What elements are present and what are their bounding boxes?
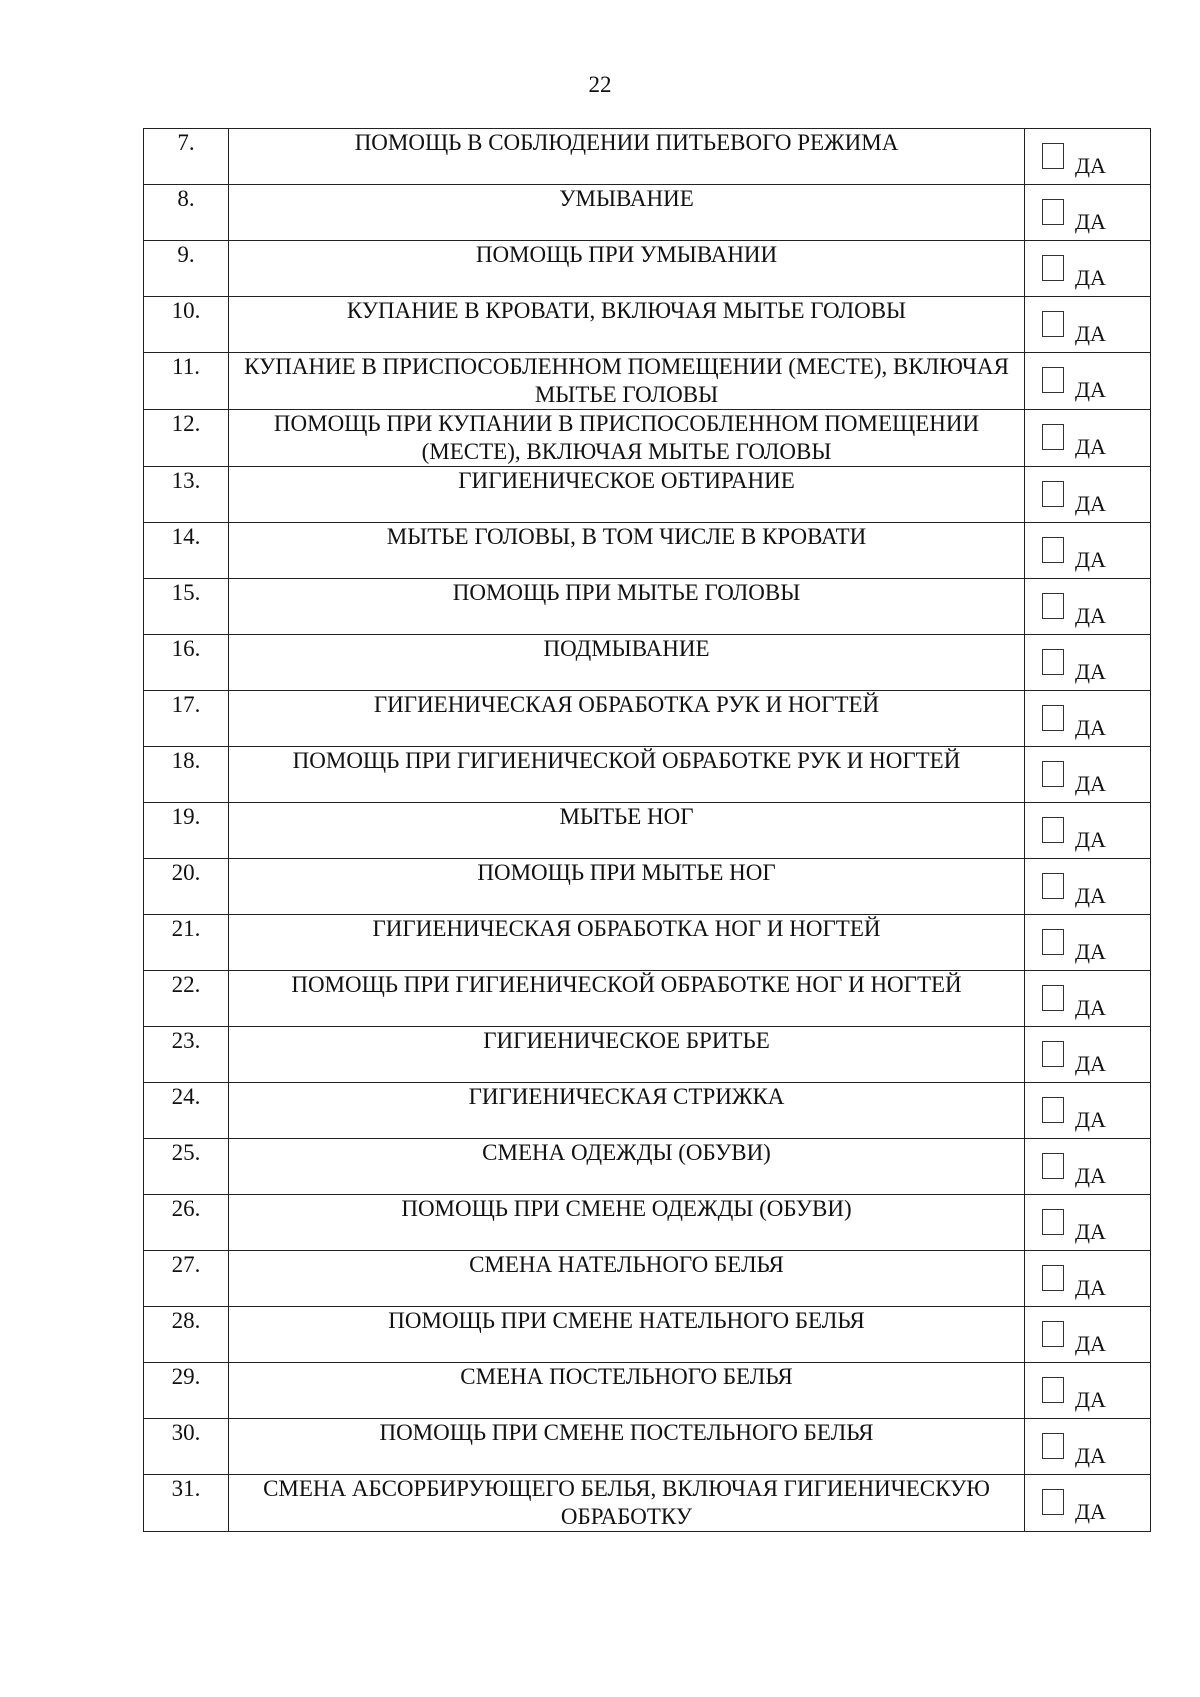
row-label: ГИГИЕНИЧЕСКАЯ СТРИЖКА: [229, 1083, 1025, 1139]
table-row: [144, 1139, 1151, 1195]
row-label: ПОМОЩЬ ПРИ ГИГИЕНИЧЕСКОЙ ОБРАБОТКЕ РУК И НОГТЕЙ: [229, 747, 1025, 803]
yes-label: ДА: [1075, 1499, 1106, 1524]
row-label: ПОМОЩЬ ПРИ СМЕНЕ ОДЕЖДЫ (ОБУВИ): [229, 1195, 1025, 1251]
yes-label: ДА: [1075, 715, 1106, 740]
table-row: [144, 1363, 1151, 1419]
table-row: [144, 1195, 1151, 1251]
answer-cell: [1025, 859, 1151, 915]
table-row: [144, 747, 1151, 803]
row-number: 26.: [144, 1195, 229, 1251]
yes-checkbox[interactable]: [1042, 1209, 1064, 1235]
row-label: ПОМОЩЬ ПРИ МЫТЬЕ ГОЛОВЫ: [229, 579, 1025, 635]
answer-cell: [1025, 410, 1151, 467]
table-row: [144, 1083, 1151, 1139]
answer-cell: [1025, 1139, 1151, 1195]
yes-checkbox[interactable]: [1042, 143, 1064, 169]
yes-label: ДА: [1075, 265, 1106, 290]
yes-checkbox[interactable]: [1042, 311, 1064, 337]
table-row: [144, 1251, 1151, 1307]
row-label: ПОМОЩЬ ПРИ МЫТЬЕ НОГ: [229, 859, 1025, 915]
table-row: [144, 353, 1151, 410]
row-label: ПОМОЩЬ ПРИ СМЕНЕ ПОСТЕЛЬНОГО БЕЛЬЯ: [229, 1419, 1025, 1475]
row-number: 27.: [144, 1251, 229, 1307]
yes-label: ДА: [1075, 153, 1106, 178]
answer-cell: [1025, 635, 1151, 691]
table-row: [144, 410, 1151, 467]
answer-cell: [1025, 353, 1151, 410]
row-label: ПОМОЩЬ ПРИ КУПАНИИ В ПРИСПОСОБЛЕННОМ ПОМЕЩЕНИИ (МЕСТЕ), ВКЛЮЧАЯ МЫТЬЕ ГОЛОВЫ: [229, 410, 1025, 467]
yes-label: ДА: [1075, 1051, 1106, 1076]
row-number: 28.: [144, 1307, 229, 1363]
page-number: 22: [588, 72, 612, 97]
row-number: 24.: [144, 1083, 229, 1139]
yes-checkbox[interactable]: [1042, 424, 1064, 450]
answer-cell: [1025, 1251, 1151, 1307]
yes-label: ДА: [1075, 321, 1106, 346]
yes-checkbox[interactable]: [1042, 1153, 1064, 1179]
answer-cell: [1025, 691, 1151, 747]
row-number: 31.: [144, 1475, 229, 1532]
answer-cell: [1025, 241, 1151, 297]
row-number: 14.: [144, 523, 229, 579]
row-number: 30.: [144, 1419, 229, 1475]
yes-checkbox[interactable]: [1042, 929, 1064, 955]
table-row: [144, 467, 1151, 523]
yes-checkbox[interactable]: [1042, 1489, 1064, 1515]
table-row: [144, 971, 1151, 1027]
answer-cell: [1025, 747, 1151, 803]
yes-checkbox[interactable]: [1042, 761, 1064, 787]
checklist-rows: [144, 129, 1151, 1532]
answer-cell: [1025, 1475, 1151, 1532]
row-label: КУПАНИЕ В КРОВАТИ, ВКЛЮЧАЯ МЫТЬЕ ГОЛОВЫ: [229, 297, 1025, 353]
table-row: [144, 1475, 1151, 1532]
yes-checkbox[interactable]: [1042, 1265, 1064, 1291]
yes-label: ДА: [1075, 603, 1106, 628]
yes-label: ДА: [1075, 1387, 1106, 1412]
table-row: [144, 1027, 1151, 1083]
row-number: 15.: [144, 579, 229, 635]
yes-label: ДА: [1075, 1443, 1106, 1468]
yes-label: ДА: [1075, 209, 1106, 234]
yes-checkbox[interactable]: [1042, 873, 1064, 899]
row-number: 19.: [144, 803, 229, 859]
yes-checkbox[interactable]: [1042, 255, 1064, 281]
table-row: [144, 523, 1151, 579]
row-number: 12.: [144, 410, 229, 467]
checklist-table: [143, 128, 1151, 1532]
row-number: 9.: [144, 241, 229, 297]
table-row: [144, 859, 1151, 915]
table-row: [144, 185, 1151, 241]
yes-label: ДА: [1075, 827, 1106, 852]
yes-checkbox[interactable]: [1042, 593, 1064, 619]
yes-checkbox[interactable]: [1042, 705, 1064, 731]
yes-label: ДА: [1075, 377, 1106, 402]
row-number: 18.: [144, 747, 229, 803]
yes-label: ДА: [1075, 1107, 1106, 1132]
row-number: 21.: [144, 915, 229, 971]
row-label: ГИГИЕНИЧЕСКАЯ ОБРАБОТКА НОГ И НОГТЕЙ: [229, 915, 1025, 971]
yes-label: ДА: [1075, 434, 1106, 459]
answer-cell: [1025, 971, 1151, 1027]
table-row: [144, 579, 1151, 635]
yes-label: ДА: [1075, 1331, 1106, 1356]
row-label: СМЕНА ОДЕЖДЫ (ОБУВИ): [229, 1139, 1025, 1195]
yes-label: ДА: [1075, 995, 1106, 1020]
yes-label: ДА: [1075, 547, 1106, 572]
row-number: 11.: [144, 353, 229, 410]
row-label: ПОДМЫВАНИЕ: [229, 635, 1025, 691]
table-row: [144, 635, 1151, 691]
answer-cell: [1025, 1419, 1151, 1475]
yes-checkbox[interactable]: [1042, 1433, 1064, 1459]
row-number: 8.: [144, 185, 229, 241]
table-row: [144, 1419, 1151, 1475]
row-number: 17.: [144, 691, 229, 747]
yes-label: ДА: [1075, 491, 1106, 516]
yes-label: ДА: [1075, 771, 1106, 796]
row-label: МЫТЬЕ НОГ: [229, 803, 1025, 859]
yes-checkbox[interactable]: [1042, 649, 1064, 675]
yes-label: ДА: [1075, 659, 1106, 684]
row-number: 25.: [144, 1139, 229, 1195]
row-label: ПОМОЩЬ ПРИ СМЕНЕ НАТЕЛЬНОГО БЕЛЬЯ: [229, 1307, 1025, 1363]
yes-checkbox[interactable]: [1042, 1041, 1064, 1067]
answer-cell: [1025, 1363, 1151, 1419]
row-label: ГИГИЕНИЧЕСКОЕ ОБТИРАНИЕ: [229, 467, 1025, 523]
answer-cell: [1025, 1307, 1151, 1363]
yes-label: ДА: [1075, 1163, 1106, 1188]
table-row: [144, 1307, 1151, 1363]
yes-checkbox[interactable]: [1042, 199, 1064, 225]
answer-cell: [1025, 185, 1151, 241]
row-label: ГИГИЕНИЧЕСКОЕ БРИТЬЕ: [229, 1027, 1025, 1083]
yes-label: ДА: [1075, 1275, 1106, 1300]
yes-checkbox[interactable]: [1042, 367, 1064, 393]
row-label: МЫТЬЕ ГОЛОВЫ, В ТОМ ЧИСЛЕ В КРОВАТИ: [229, 523, 1025, 579]
yes-label: ДА: [1075, 883, 1106, 908]
answer-cell: [1025, 1195, 1151, 1251]
table-row: [144, 915, 1151, 971]
answer-cell: [1025, 523, 1151, 579]
answer-cell: [1025, 467, 1151, 523]
answer-cell: [1025, 1083, 1151, 1139]
yes-label: ДА: [1075, 939, 1106, 964]
row-number: 10.: [144, 297, 229, 353]
answer-cell: [1025, 297, 1151, 353]
yes-checkbox[interactable]: [1042, 985, 1064, 1011]
yes-checkbox[interactable]: [1042, 1321, 1064, 1347]
yes-checkbox[interactable]: [1042, 537, 1064, 563]
answer-cell: [1025, 129, 1151, 185]
answer-cell: [1025, 803, 1151, 859]
row-number: 7.: [144, 129, 229, 185]
row-label: ПОМОЩЬ ПРИ ГИГИЕНИЧЕСКОЙ ОБРАБОТКЕ НОГ И НОГТЕЙ: [229, 971, 1025, 1027]
row-label: ПОМОЩЬ ПРИ УМЫВАНИИ: [229, 241, 1025, 297]
row-label: ПОМОЩЬ В СОБЛЮДЕНИИ ПИТЬЕВОГО РЕЖИМА: [229, 129, 1025, 185]
yes-checkbox[interactable]: [1042, 1377, 1064, 1403]
answer-cell: [1025, 915, 1151, 971]
row-number: 16.: [144, 635, 229, 691]
yes-label: ДА: [1075, 1219, 1106, 1244]
table-row: [144, 129, 1151, 185]
table-row: [144, 241, 1151, 297]
row-label: СМЕНА НАТЕЛЬНОГО БЕЛЬЯ: [229, 1251, 1025, 1307]
yes-checkbox[interactable]: [1042, 481, 1064, 507]
yes-checkbox[interactable]: [1042, 817, 1064, 843]
row-number: 23.: [144, 1027, 229, 1083]
row-label: КУПАНИЕ В ПРИСПОСОБЛЕННОМ ПОМЕЩЕНИИ (МЕСТЕ), ВКЛЮЧАЯ МЫТЬЕ ГОЛОВЫ: [229, 353, 1025, 410]
table-row: [144, 297, 1151, 353]
row-number: 22.: [144, 971, 229, 1027]
answer-cell: [1025, 579, 1151, 635]
row-label: СМЕНА АБСОРБИРУЮЩЕГО БЕЛЬЯ, ВКЛЮЧАЯ ГИГИЕНИЧЕСКУЮ ОБРАБОТКУ: [229, 1475, 1025, 1532]
table-row: [144, 691, 1151, 747]
row-number: 20.: [144, 859, 229, 915]
row-number: 13.: [144, 467, 229, 523]
row-label: УМЫВАНИЕ: [229, 185, 1025, 241]
yes-checkbox[interactable]: [1042, 1097, 1064, 1123]
table-row: [144, 803, 1151, 859]
row-label: СМЕНА ПОСТЕЛЬНОГО БЕЛЬЯ: [229, 1363, 1025, 1419]
answer-cell: [1025, 1027, 1151, 1083]
row-label: ГИГИЕНИЧЕСКАЯ ОБРАБОТКА РУК И НОГТЕЙ: [229, 691, 1025, 747]
row-number: 29.: [144, 1363, 229, 1419]
